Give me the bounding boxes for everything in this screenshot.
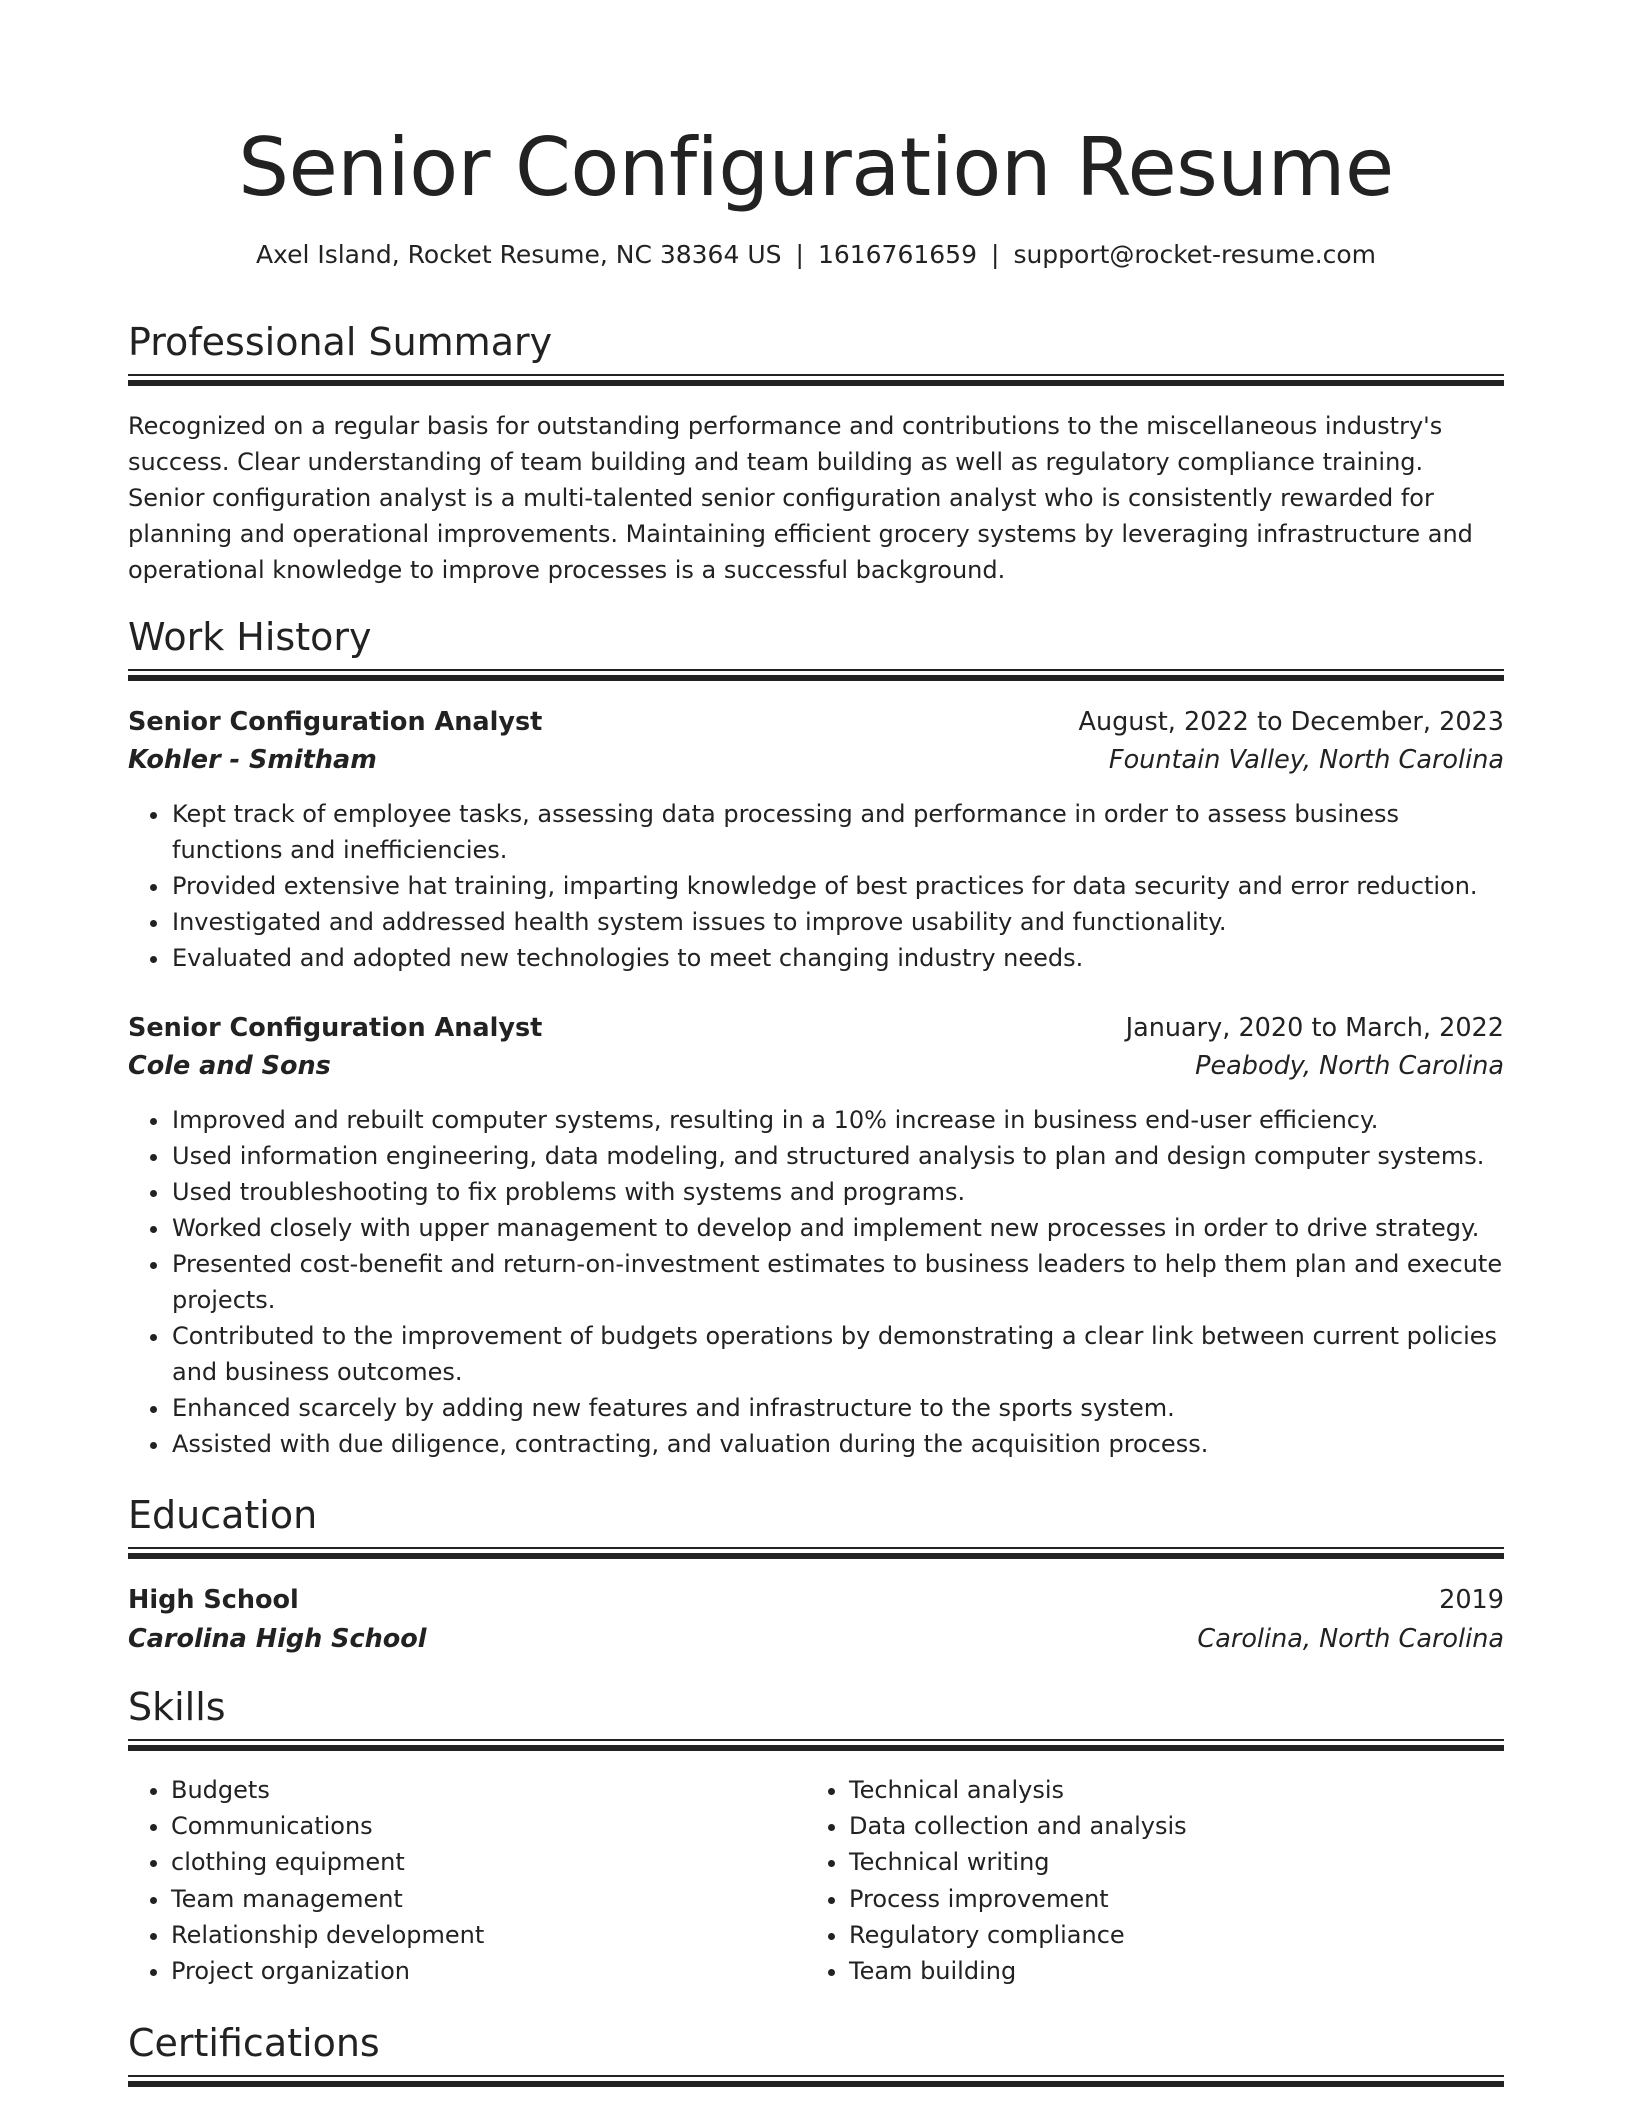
skills-heading: Skills: [128, 1685, 226, 1729]
skill-item: • Relationship development: [171, 1917, 806, 1953]
skill-item: • clothing equipment: [171, 1844, 806, 1880]
list-item: • Worked closely with upper management to develop and implement new processes in order to drive strategy.: [171, 1210, 1504, 1246]
skill-item: • Budgets: [171, 1772, 806, 1808]
list-item: • Kept track of employee tasks, assessing data processing and performance in order to assess business functions and inefficiencies.: [171, 796, 1504, 868]
work-section-header: [128, 612, 1504, 662]
contact-email: support@rocket-resume.com: [1013, 240, 1377, 269]
list-item: • Used information engineering, data modeling, and structured analysis to plan and design computer systems.: [171, 1138, 1504, 1174]
section-divider-thin: [128, 1547, 1504, 1549]
job-company: Cole and Sons: [128, 1051, 331, 1081]
skill-item: • Technical analysis: [849, 1772, 1484, 1808]
work-heading: Work History: [128, 615, 372, 659]
job-title: Senior Configuration Analyst: [128, 1013, 543, 1043]
section-divider-thin: [128, 2075, 1504, 2077]
job-location: Fountain Valley, North Carolina: [1108, 745, 1504, 775]
section-divider-thick: [128, 1553, 1504, 1559]
resume-title: Senior Configuration Resume: [238, 121, 1394, 214]
education-degree: High School: [128, 1585, 299, 1615]
education-heading: Education: [128, 1493, 318, 1537]
education-school: Carolina High School: [128, 1624, 427, 1654]
skill-item: • Team management: [171, 1881, 806, 1917]
contact-phone: 1616761659: [817, 240, 977, 269]
skill-item: • Technical writing: [849, 1844, 1484, 1880]
section-divider-thin: [128, 669, 1504, 671]
section-divider-thick: [128, 380, 1504, 386]
education-header: [128, 1581, 1504, 1619]
job-bullet-list: [128, 1102, 1504, 1462]
skills-list-right: [806, 1772, 1484, 1989]
summary-section-header: [128, 317, 1504, 367]
skills-section-header: [128, 1682, 1504, 1732]
certifications-heading: Certifications: [128, 2021, 380, 2065]
job-title: Senior Configuration Analyst: [128, 707, 543, 737]
list-item: • Assisted with due diligence, contracting, and valuation during the acquisition process.: [171, 1426, 1504, 1462]
list-item: • Presented cost-benefit and return-on-investment estimates to business leaders to help them plan and execute projects.: [171, 1246, 1504, 1318]
skill-item: • Project organization: [171, 1953, 806, 1989]
contact-separator: |: [991, 240, 1000, 269]
job-location: Peabody, North Carolina: [1195, 1051, 1504, 1081]
skills-list-left: [128, 1772, 806, 1989]
list-item: • Evaluated and adopted new technologies to meet changing industry needs.: [171, 940, 1504, 976]
contact-address: Axel Island, Rocket Resume, NC 38364 US: [255, 240, 782, 269]
job-subheader: [128, 1047, 1504, 1085]
skill-item: • Process improvement: [849, 1881, 1484, 1917]
job-bullet-list: [128, 796, 1504, 976]
list-item: • Investigated and addressed health system issues to improve usability and functionality.: [171, 904, 1504, 940]
list-item: • Used troubleshooting to fix problems with systems and programs.: [171, 1174, 1504, 1210]
education-subheader: [128, 1620, 1504, 1658]
contact-separator: |: [795, 240, 804, 269]
job-dates: January, 2020 to March, 2022: [1125, 1013, 1504, 1043]
skill-item: • Data collection and analysis: [849, 1808, 1484, 1844]
section-divider-thin: [128, 374, 1504, 376]
skill-item: • Regulatory compliance: [849, 1917, 1484, 1953]
job-header: [128, 1009, 1504, 1047]
job-header: [128, 703, 1504, 741]
list-item: • Improved and rebuilt computer systems, resulting in a 10% increase in business end-user efficiency.: [171, 1102, 1504, 1138]
summary-text: Recognized on a regular basis for outstanding performance and contributions to the miscellaneous industry's success. Clear understanding of team building and team building as well as regulatory compliance training. Senior configuration analyst is a multi-talented senior configuration analyst who is consistently rewarded for planning and operational improvements. Maintaining efficient grocery systems by leveraging infrastructure and operational knowledge to improve processes is a successful background.: [128, 412, 1473, 584]
section-divider-thick: [128, 2081, 1504, 2087]
education-section-header: [128, 1490, 1504, 1540]
summary-heading: Professional Summary: [128, 320, 553, 364]
section-divider-thick: [128, 675, 1504, 681]
section-divider-thick: [128, 1745, 1504, 1751]
section-divider-thin: [128, 1739, 1504, 1741]
job-subheader: [128, 741, 1504, 779]
skill-item: • Team building: [849, 1953, 1484, 1989]
list-item: • Contributed to the improvement of budgets operations by demonstrating a clear link between current policies and business outcomes.: [171, 1318, 1504, 1390]
job-company: Kohler - Smitham: [128, 745, 377, 775]
education-location: Carolina, North Carolina: [1197, 1624, 1504, 1654]
job-dates: August, 2022 to December, 2023: [1078, 707, 1504, 737]
skill-item: • Communications: [171, 1808, 806, 1844]
certifications-section-header: [128, 2018, 1504, 2068]
list-item: • Provided extensive hat training, imparting knowledge of best practices for data security and error reduction.: [171, 868, 1504, 904]
contact-line: [128, 238, 1504, 272]
education-year: 2019: [1439, 1585, 1504, 1615]
list-item: • Enhanced scarcely by adding new features and infrastructure to the sports system.: [171, 1390, 1504, 1426]
